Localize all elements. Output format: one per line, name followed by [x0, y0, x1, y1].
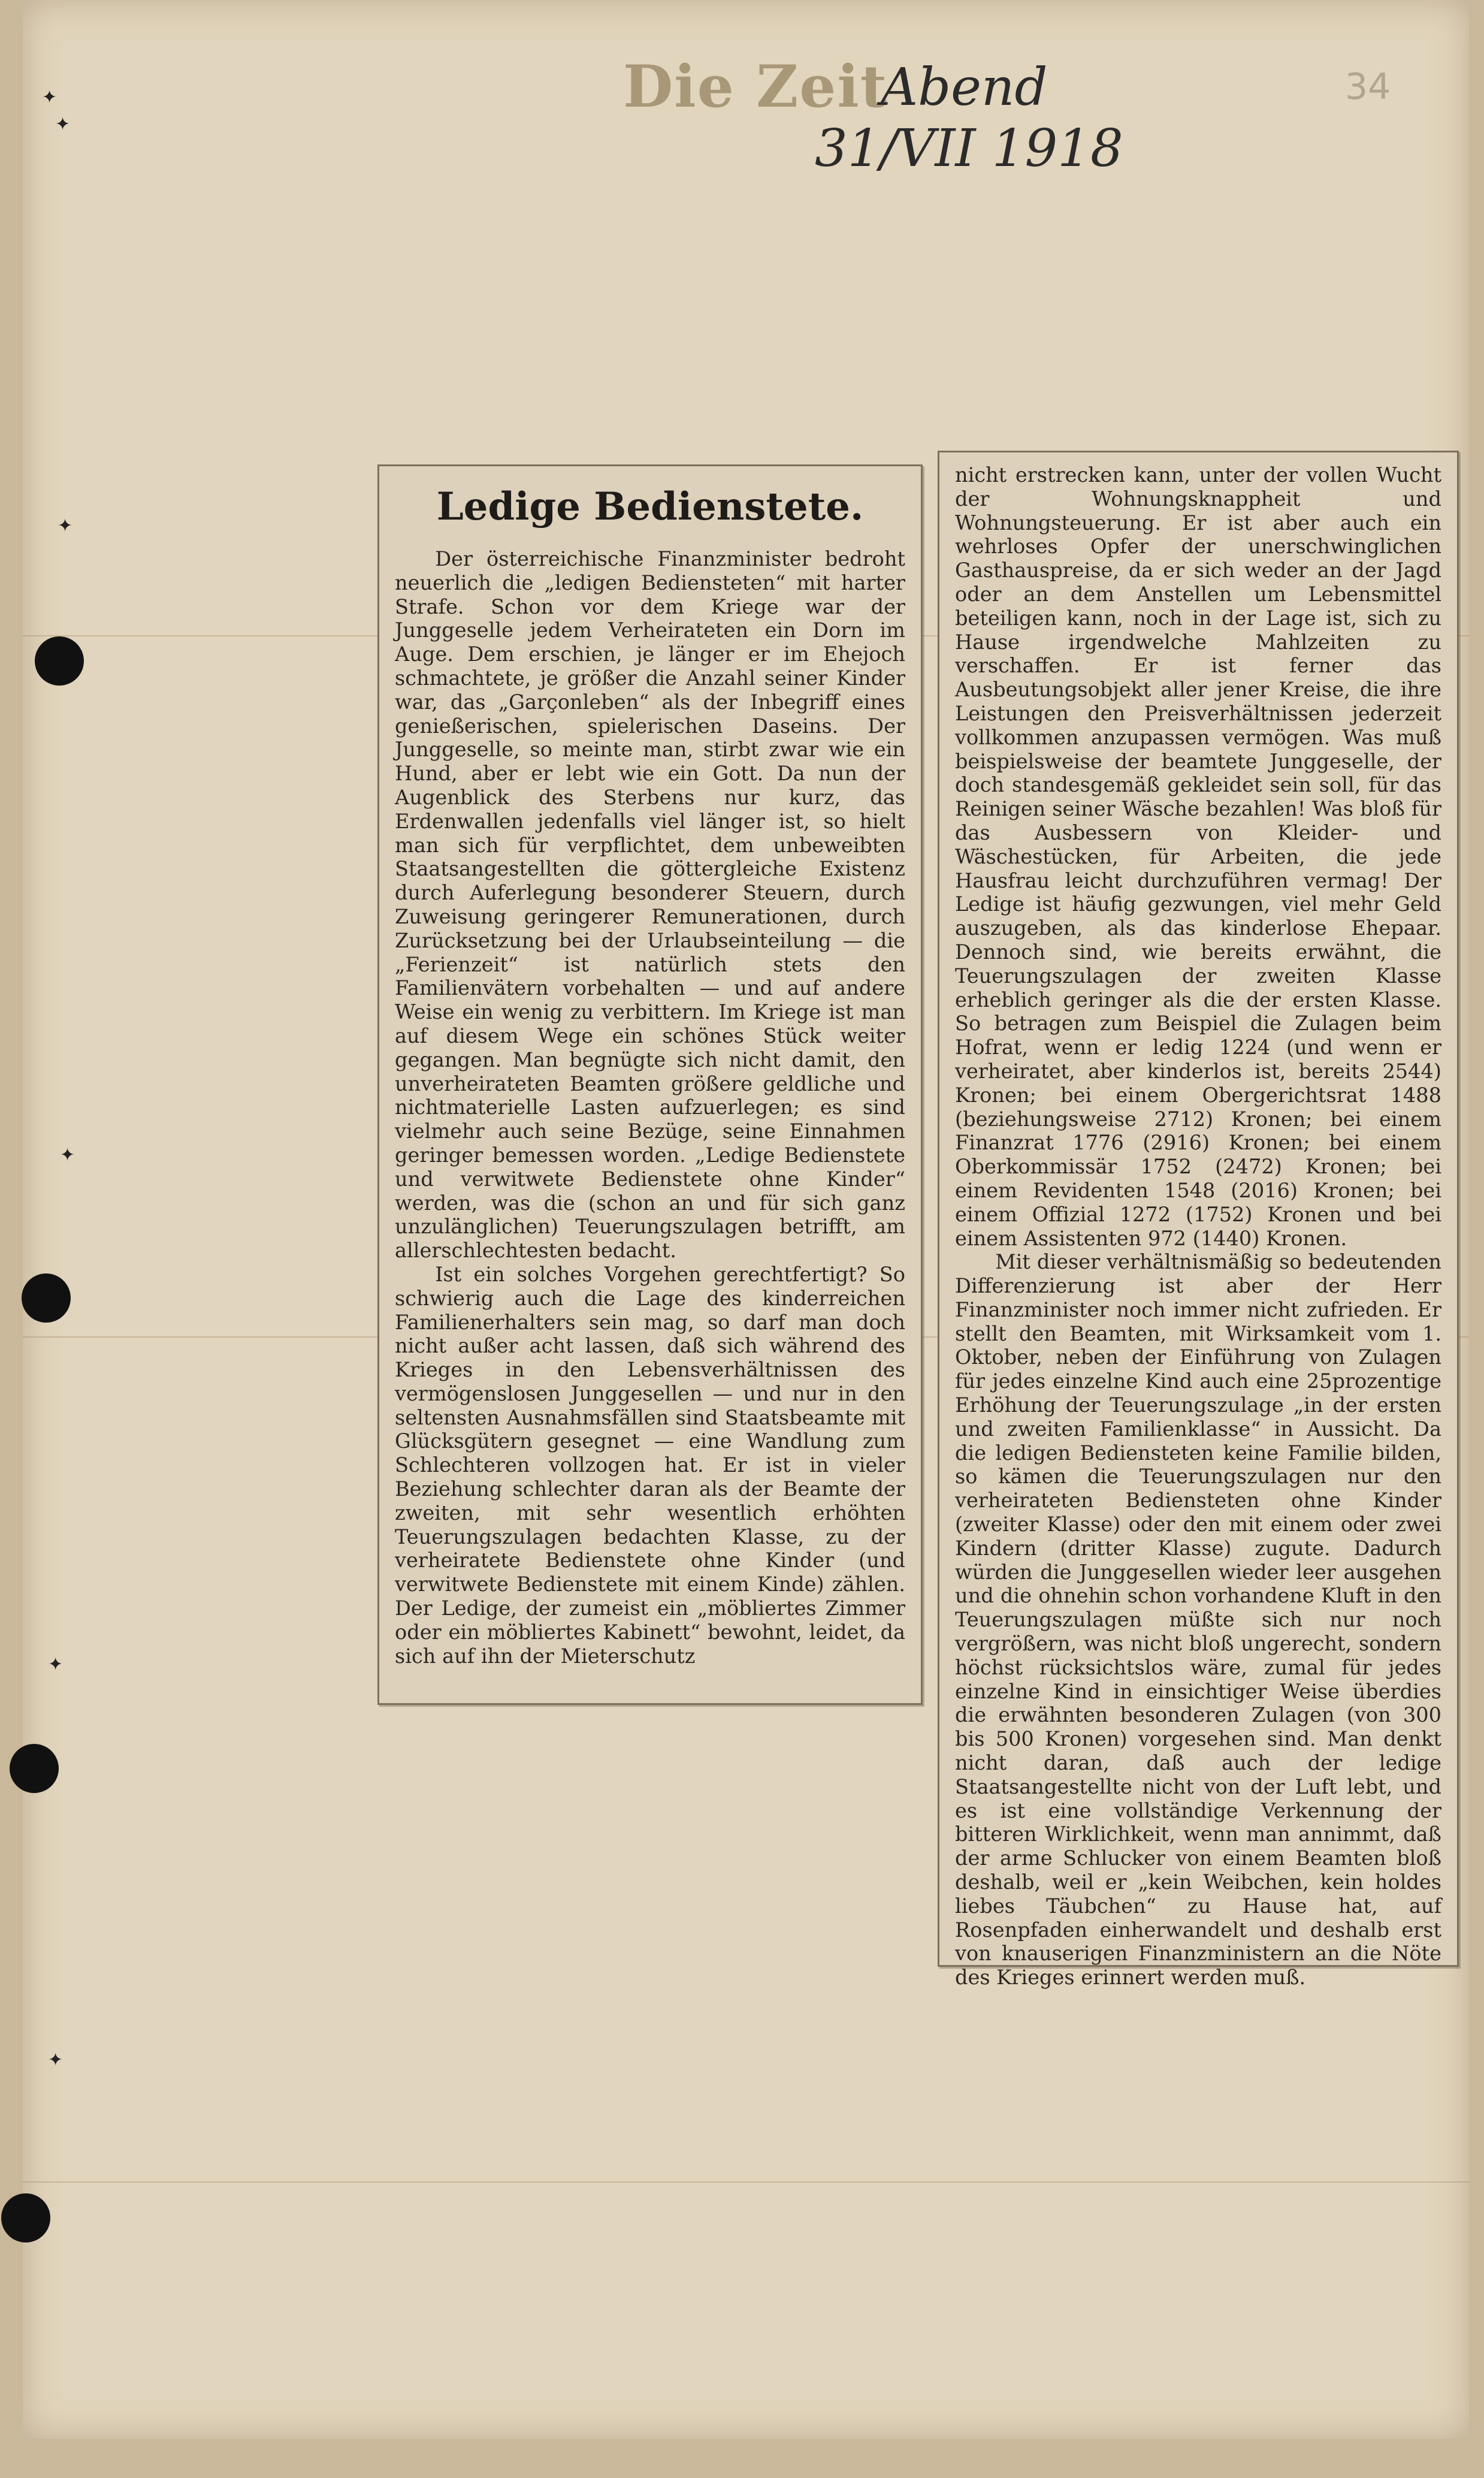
binder-hole	[22, 1273, 71, 1323]
punch-mark: ✦	[48, 1654, 64, 1675]
article-title: Ledige Bedienstete.	[436, 484, 864, 529]
article-body-col1	[395, 547, 905, 1668]
clipping-column-2	[938, 451, 1459, 1990]
punch-mark: ✦	[60, 1145, 75, 1166]
page-number: 34	[1345, 66, 1391, 108]
fold-line	[23, 2181, 1469, 2183]
binder-hole	[10, 1744, 59, 1793]
binder-hole	[1, 2193, 50, 2242]
paragraph: Ist ein solches Vorgehen gerechtfertigt? So schwierig auch die Lage des kinderreichen Familienerhalters sein mag, so darf man doch nicht außer acht lassen, daß sich während des Krieges in den Lebensverhältnissen des vermögenslosen Junggesellen — und nur in den seltensten Ausnahmsfällen sind Staatsbeamte mit Glücksgütern gesegnet — eine Wandlung zum Schlechteren vollzogen hat. Er ist in vieler Beziehung schlechter daran als der Beamte der zweiten, mit sehr wesentlich erhöhten Teuerungszulagen bedachten Klasse, zu der verheiratete Bedienstete ohne Kinder (und verwitwete Bedienstete mit einem Kinde) zählen. Der Ledige, der zumeist ein „möbliertes Zimmer oder ein möbliertes Kabinett“ bewohnt, leidet, da sich auf ihn der Mieterschutz	[395, 1262, 905, 1668]
handwritten-edition: Abend	[881, 58, 1048, 117]
clipping-column-1	[377, 464, 923, 1705]
masthead: Die Zeit	[623, 53, 888, 120]
punch-mark: ✦	[58, 515, 73, 536]
binder-hole	[35, 636, 84, 686]
article-body-col2	[955, 463, 1441, 1990]
handwritten-date: 31/VII 1918	[815, 119, 1123, 179]
punch-mark: ✦	[55, 114, 71, 135]
paragraph: Mit dieser verhältnismäßig so bedeutenden Differenzierung ist aber der Herr Finanzminister noch immer nicht zufrieden. Er stellt den Beamten, mit Wirksamkeit vom 1. Oktober, neben der Einführung von Zulagen für jedes einzelne Kind auch eine 25prozentige Erhöhung der Teuerungszulage „in der ersten und zweiten Familienklasse“ in Aussicht. Da die ledigen Bediensteten keine Familie bilden, so kämen die Teuerungszulagen nur den verheirateten Bediensteten ohne Kinder (zweiter Klasse) oder den mit einem oder zwei Kindern (dritter Klasse) zugute. Dadurch würden die Junggesellen wieder leer ausgehen und die ohnehin schon vorhandene Kluft in den Teuerungszulagen müßte sich nur noch vergrößern, was nicht bloß ungerecht, sondern höchst rücksichtslos wäre, zumal für jedes einzelne Kind in einsichtiger Weise überdies die erwähnten besonderen Zulagen (von 300 bis 500 Kronen) vorgesehen sind. Man denkt nicht daran, daß auch der ledige Staatsangestellte nicht von der Luft lebt, und es ist eine vollständige Verkennung der bitteren Wirklichkeit, wenn man annimmt, daß der arme Schlucker von einem Beamten bloß deshalb, weil er „kein Weibchen, kein holdes liebes Täubchen“ zu Hause hat, auf Rosenpfaden einherwandelt und deshalb erst von knauserigen Finanzministern an die Nöte des Krieges erinnert werden muß.	[955, 1250, 1441, 1990]
paragraph: nicht erstrecken kann, unter der vollen Wucht der Wohnungsknappheit und Wohnungsteuerung. Er ist aber auch ein wehrloses Opfer der unerschwinglichen Gasthauspreise, da er sich weder an der Jagd oder an dem Anstellen um Lebensmittel beteiligen kann, noch in der Lage ist, sich zu Hause irgendwelche Mahlzeiten zu verschaffen. Er ist ferner das Ausbeutungsobjekt aller jener Kreise, die ihre Leistungen den Preisverhältnissen jederzeit vollkommen anzupassen vermögen. Was muß beispielsweise der beamtete Junggeselle, der doch standesgemäß gekleidet sein soll, für das Reinigen seiner Wäsche bezahlen! Was bloß für das Ausbessern von Kleider- und Wäschestücken, für Arbeiten, die jede Hausfrau leicht durchzuführen vermag! Der Ledige ist häufig gezwungen, viel mehr Geld auszugeben, als das kinderlose Ehepaar. Dennoch sind, wie bereits erwähnt, die Teuerungszulagen der zweiten Klasse erheblich geringer als die der ersten Klasse. So betragen zum Beispiel die Zulagen beim Hofrat, wenn er ledig 1224 (und wenn er verheiratet, aber kinderlos ist, bereits 2544) Kronen; bei einem Obergerichtsrat 1488 (beziehungsweise 2712) Kronen; bei einem Finanzrat 1776 (2916) Kronen; bei einem Oberkommissär 1752 (2472) Kronen; bei einem Revidenten 1548 (2016) Kronen; bei einem Offizial 1272 (1752) Kronen und bei einem Assistenten 972 (1440) Kronen.	[955, 463, 1441, 1250]
paragraph: Der österreichische Finanzminister bedroht neuerlich die „ledigen Bediensteten“ mit harter Strafe. Schon vor dem Kriege war der Junggeselle jedem Verheirateten ein Dorn im Auge. Dem erschien, je länger er im Ehejoch schmachtete, je größer die Anzahl seiner Kinder war, das „Garçonleben“ als der Inbegriff eines genießerischen, spielerischen Daseins. Der Junggeselle, so meinte man, stirbt zwar wie ein Hund, aber er lebt wie ein Gott. Da nun der Augenblick des Sterbens nur kurz, das Erdenwallen jedenfalls viel länger ist, so hielt man sich für verpflichtet, dem unbeweibten Staatsangestellten die göttergleiche Existenz durch Auferlegung besonderer Steuern, durch Zuweisung geringerer Remunerationen, durch Zurücksetzung bei der Urlaubseinteilung — die „Ferienzeit“ ist natürlich stets den Familienvätern vorbehalten — und auf andere Weise ein wenig zu verbittern. Im Kriege ist man auf diesem Wege ein schönes Stück weiter gegangen. Man begnügte sich nicht damit, den unverheirateten Beamten größere geldliche und nichtmaterielle Lasten aufzuerlegen; es sind vielmehr auch seine Bezüge, seine Einnahmen geringer bemessen worden. „Ledige Bedienstete und verwitwete Bedienstete ohne Kinder“ werden, was die (schon an und für sich ganz unzulänglichen) Teuerungszulagen betrifft, am allerschlechtesten bedacht.	[395, 547, 905, 1263]
punch-mark: ✦	[42, 87, 58, 108]
punch-mark: ✦	[48, 2050, 64, 2070]
